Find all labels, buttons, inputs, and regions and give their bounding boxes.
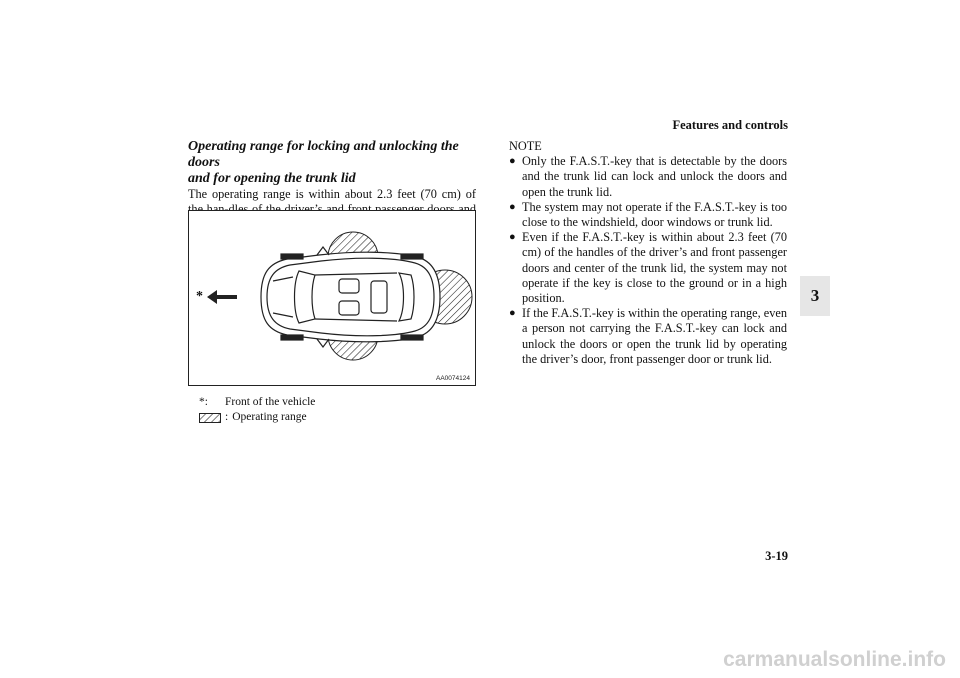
legend-front-label: Front of the vehicle — [225, 396, 316, 408]
note-item-text: If the F.A.S.T.-key is within the operating range, even a person not carrying the F.A.S.T.-key can lock and unlock the doors or open the trunk lid by operating the driver’s door, front passenger door or trunk lid. — [522, 306, 787, 366]
legend-range-label: Operating range — [232, 411, 307, 423]
note-item — [509, 230, 787, 306]
legend-row-range — [199, 410, 315, 425]
note-list — [509, 154, 787, 367]
section-body: The operating range is within about 2.3 feet (70 cm) of — [188, 187, 476, 201]
car-top-view-illustration — [189, 211, 475, 385]
front-direction-arrow — [207, 290, 237, 304]
section-heading-line2: and for opening the trunk lid — [188, 171, 356, 186]
operating-range-figure — [188, 210, 476, 386]
figure-legend — [199, 395, 315, 425]
hatch-swatch-icon — [199, 413, 221, 423]
legend-row-front — [199, 395, 315, 410]
figure-code: AA0074124 — [436, 375, 470, 382]
watermark: carmanualsonline.info — [723, 648, 946, 671]
note-column — [509, 139, 787, 367]
note-item-text: Even if the F.A.S.T.-key is within about 2.3 feet (70 cm) of the handles of the driver’s and front passenger doors and center of the trunk lid, the system may not operate if the key is close to the ground or in a high position. — [522, 230, 787, 306]
note-item-text: Only the F.A.S.T.-key that is detectable by the doors and the trunk lid can lock and unlock the doors and open the trunk lid. — [522, 154, 787, 199]
car-outline — [261, 247, 440, 347]
bullet-icon: ● — [509, 200, 516, 213]
note-item-text: The system may not operate if the F.A.S.T.-key is too close to the windshield, door windows or trunk lid. — [522, 199, 787, 230]
page-number: 3-19 — [765, 549, 788, 563]
legend-front-key: *: — [199, 396, 208, 408]
note-heading: NOTE — [509, 139, 542, 153]
section-heading — [188, 139, 476, 187]
chapter-tab: 3 — [800, 276, 830, 316]
section-heading-line1: Operating range for locking and unlocking the doors — [188, 139, 459, 170]
bullet-icon: ● — [509, 231, 516, 244]
note-item — [509, 200, 787, 230]
page-header-title: Features and controls — [672, 118, 788, 132]
bullet-icon: ● — [509, 155, 516, 168]
front-marker: * — [196, 289, 203, 304]
legend-range-key: : — [225, 411, 229, 423]
bullet-icon: ● — [509, 307, 516, 320]
note-item — [509, 306, 787, 367]
note-item — [509, 154, 787, 200]
